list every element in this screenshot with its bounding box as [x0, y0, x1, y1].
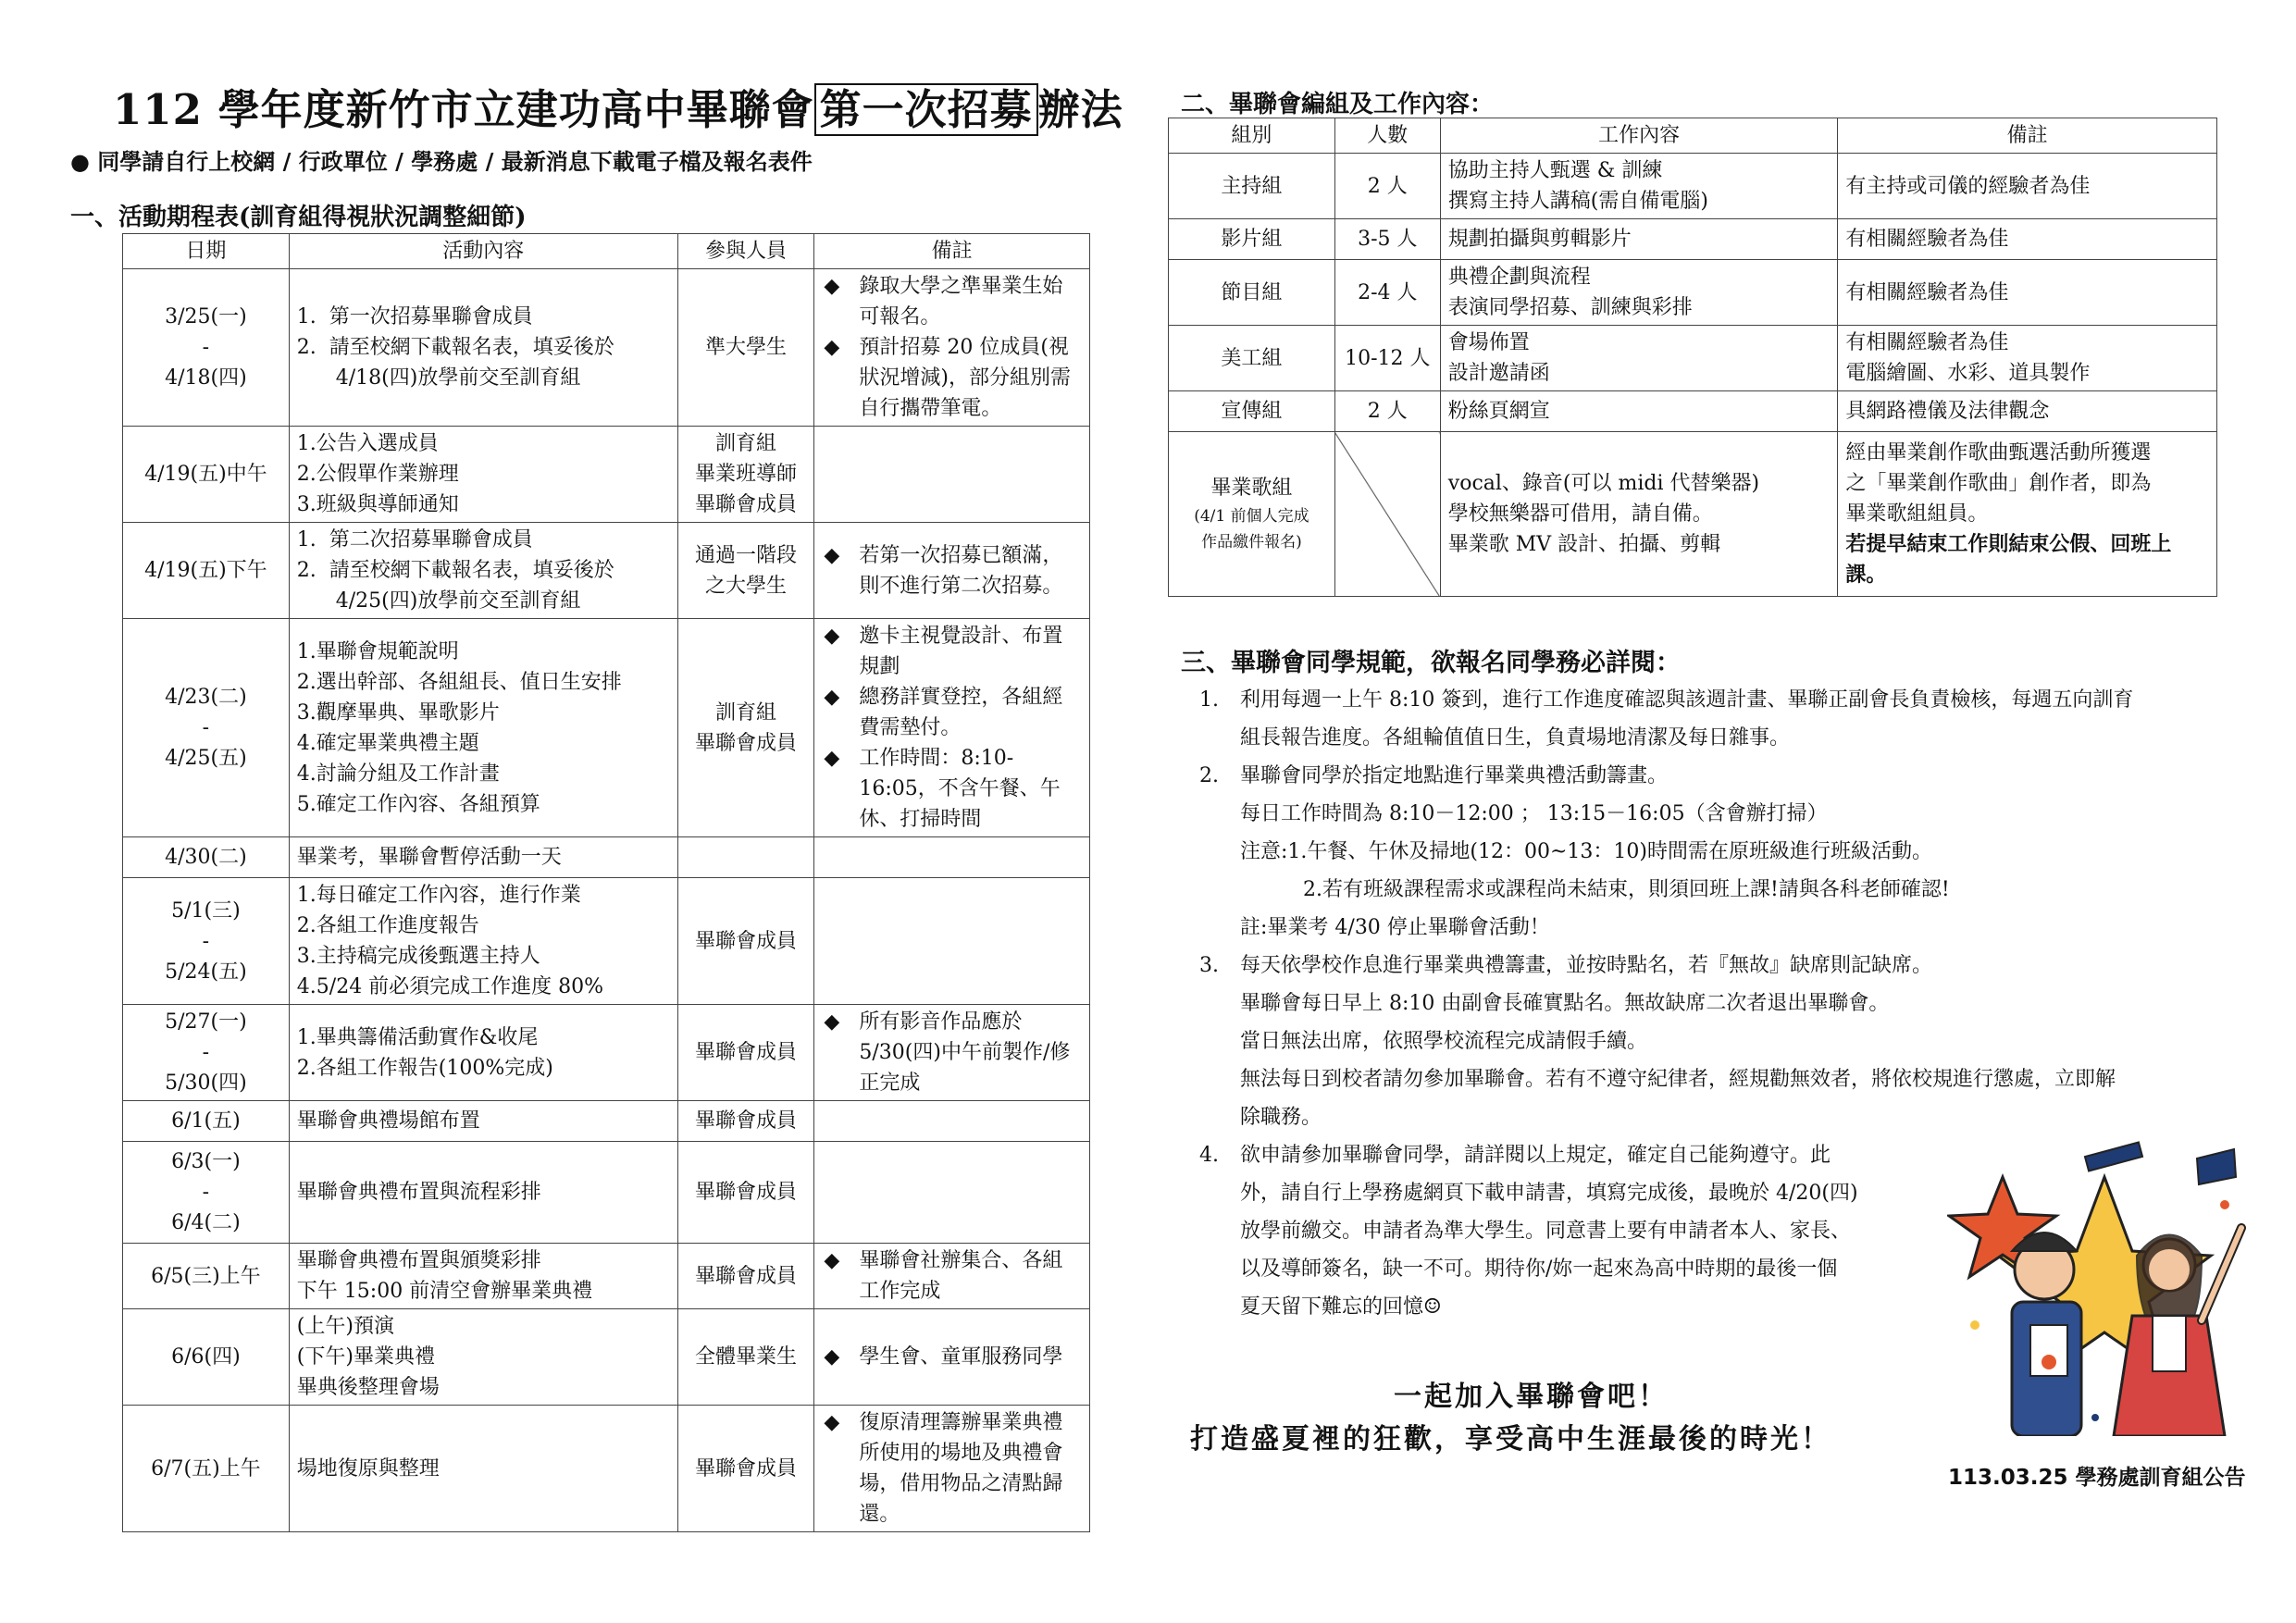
schedule-content-line: 畢聯會典禮布置與頒獎彩排: [296, 1249, 541, 1272]
schedule-content: [289, 619, 677, 837]
schedule-content: [289, 1309, 677, 1406]
group-work-line: 規劃拍攝與剪輯影片: [1447, 228, 1632, 251]
schedule-date: 5/27(一) - 5/30(四): [123, 1005, 290, 1101]
schedule-content-line: 1. 第一次招募畢聯會成員: [296, 305, 533, 328]
group-count: 3-5 人: [1334, 219, 1440, 260]
schedule-date: 4/30(二): [123, 837, 290, 878]
schedule-content-line: 1.每日確定工作內容，進行作業: [296, 884, 581, 907]
rule-line: 無法每日到校者請勿參加畢聯會。若有不遵守紀律者，經規勸無效者，將依校規進行懲處，立即解: [1240, 1068, 2116, 1091]
schedule-people: 全體畢業生: [677, 1309, 814, 1406]
schedule-content-line: 3.班級與導師通知: [296, 493, 459, 516]
title-boxed-text: 第一次招募: [814, 83, 1038, 136]
schedule-content: [289, 1142, 677, 1244]
schedule-content-line: 1. 第二次招募畢聯會成員: [296, 528, 533, 551]
schedule-note-item: ◆ 預計招募 20 位成員(視狀況增減)，部分組別需自行攜帶筆電。: [822, 332, 1082, 424]
rule-line: 註:畢業考 4/30 停止畢聯會活動！: [1240, 916, 1550, 939]
schedule-header-people: 參與人員: [677, 234, 814, 269]
group-note: [1838, 219, 2217, 260]
schedule-row: [123, 269, 1090, 427]
section2-heading: 二、畢聯會編組及工作內容：: [1181, 91, 1495, 118]
schedule-date: 6/3(一) - 6/4(二): [123, 1142, 290, 1244]
groups-row: [1169, 432, 2217, 597]
page-title: 112 學年度新竹市立建功高中畢聯會 第一次招募 辦法: [113, 85, 1123, 134]
rule-line: 利用每週一上午 8:10 簽到，進行工作進度確認與該週計畫、畢聯正副會長負責檢核，每週五向訓育: [1240, 688, 2134, 712]
schedule-people: 畢聯會成員: [677, 1101, 814, 1142]
group-note: [1838, 260, 2217, 326]
schedule-date: 6/1(五): [123, 1101, 290, 1142]
group-name-text: 美工組: [1221, 346, 1283, 370]
group-name: [1169, 326, 1335, 391]
graduation-celebration-illustration: [1947, 1140, 2253, 1436]
rule-line: 畢聯會每日早上 8:10 由副會長確實點名。無故缺席二次者退出畢聯會。: [1240, 992, 1890, 1015]
rule-line: 畢聯會同學於指定地點進行畢業典禮活動籌畫。: [1240, 764, 1669, 787]
rule-item: [1199, 681, 2245, 757]
group-work: [1440, 391, 1838, 432]
schedule-notes: [814, 1101, 1090, 1142]
schedule-notes: [814, 269, 1090, 427]
schedule-content-line: 2.選出幹部、各組組長、值日生安排: [296, 670, 622, 694]
schedule-content: [289, 427, 677, 523]
schedule-content: [289, 1101, 677, 1142]
schedule-notes: [814, 619, 1090, 837]
schedule-row: [123, 1101, 1090, 1142]
schedule-content: [289, 1005, 677, 1101]
rule-line: 除職務。: [1240, 1106, 1322, 1129]
groups-row: [1169, 154, 2217, 219]
schedule-notes: [814, 1406, 1090, 1532]
rule-line: 欲申請參加畢聯會同學，請詳閱以上規定，確定自己能夠遵守。此: [1240, 1144, 1831, 1167]
schedule-content: [289, 1244, 677, 1309]
groups-row: [1169, 219, 2217, 260]
schedule-note-item: ◆ 復原清理籌辦畢業典禮所使用的場地及典禮會場，借用物品之清點歸還。: [822, 1407, 1082, 1530]
groups-header-work: 工作內容: [1440, 118, 1838, 154]
schedule-row: [123, 523, 1090, 619]
group-name: [1169, 219, 1335, 260]
group-name: [1169, 391, 1335, 432]
schedule-note-item: ◆ 若第一次招募已額滿，則不進行第二次招募。: [822, 540, 1082, 601]
groups-header-note: 備註: [1838, 118, 2217, 154]
group-work-line: 表演同學招募、訓練與彩排: [1447, 296, 1693, 319]
group-note-line: 具網路禮儀及法律觀念: [1845, 400, 2050, 423]
groups-header-count: 人數: [1334, 118, 1440, 154]
group-note-line: 有相關經驗者為佳: [1845, 228, 2009, 251]
schedule-header-date: 日期: [123, 234, 290, 269]
group-note: [1838, 432, 2217, 597]
schedule-content-line: 4.討論分組及工作計畫: [296, 762, 500, 786]
groups-row: [1169, 260, 2217, 326]
rule-line: 夏天留下難忘的回憶☺: [1240, 1295, 1442, 1319]
schedule-people: [677, 837, 814, 878]
schedule-row: [123, 1406, 1090, 1532]
schedule-row: [123, 619, 1090, 837]
schedule-note-item: ◆ 錄取大學之準畢業生始可報名。: [822, 271, 1082, 332]
group-note: [1838, 326, 2217, 391]
group-name-text: 宣傳組: [1221, 400, 1283, 423]
group-note-line: 經由畢業創作歌曲甄選活動所獲選: [1845, 441, 2152, 465]
schedule-people: 準大學生: [677, 269, 814, 427]
schedule-row: [123, 1142, 1090, 1244]
rule-number: 4.: [1199, 1144, 1219, 1167]
schedule-content-line: 2. 請至校網下載報名表，填妥後於: [296, 336, 614, 359]
schedule-people: 畢聯會成員: [677, 1244, 814, 1309]
rule-line: 以及導師簽名，缺一不可。期待你/妳一起來為高中時期的最後一個: [1240, 1258, 1838, 1281]
schedule-content-line: 4/25(四)放學前交至訓育組: [296, 589, 581, 613]
schedule-content-line: 1.畢聯會規範說明: [296, 639, 459, 663]
schedule-content-line: 1.公告入選成員: [296, 432, 439, 455]
group-count: 2 人: [1334, 154, 1440, 219]
schedule-date: 4/23(二) - 4/25(五): [123, 619, 290, 837]
group-work-line: 學校無樂器可借用，請自備。: [1447, 502, 1713, 526]
group-work-line: 會場佈置: [1447, 331, 1530, 354]
rule-line: 每天依學校作息進行畢業典禮籌畫，並按時點名，若『無故』缺席則記缺席。: [1240, 954, 1933, 977]
rule-item: [1199, 947, 2245, 1136]
schedule-row: [123, 1244, 1090, 1309]
group-count: 2-4 人: [1334, 260, 1440, 326]
schedule-notes: [814, 427, 1090, 523]
schedule-content-line: 場地復原與整理: [296, 1456, 440, 1481]
schedule-row: [123, 1309, 1090, 1406]
schedule-note-item: ◆ 工作時間：8:10-16:05，不含午餐、午休、打掃時間: [822, 743, 1082, 835]
schedule-content-line: 畢聯會典禮布置與流程彩排: [296, 1181, 541, 1204]
schedule-content-line: 4.確定畢業典禮主題: [296, 731, 479, 755]
schedule-content-line: (下午)畢業典禮: [296, 1345, 435, 1369]
schedule-date: 4/19(五)下午: [123, 523, 290, 619]
rule-line: 2.若有班級課程需求或課程尚未結束，則須回班上課!請與各科老師確認!: [1303, 878, 1950, 901]
group-note-emphasis: 若提早結束工作則結束公假、回班上課。: [1845, 532, 2172, 587]
schedule-note-item: ◆ 畢聯會社辦集合、各組工作完成: [822, 1245, 1082, 1307]
schedule-content-line: 4/18(四)放學前交至訓育組: [296, 366, 581, 390]
group-work-line: 協助主持人甄選 & 訓練: [1447, 159, 1663, 182]
group-name-text: 主持組: [1221, 174, 1283, 198]
schedule-content-line: 4.5/24 前必須完成工作進度 80%: [296, 975, 604, 998]
rule-line: 每日工作時間為 8:10－12:00 ； 13:15－16:05（含會辦打掃）: [1240, 802, 1828, 825]
group-name: [1169, 432, 1335, 597]
schedule-notes: [814, 1142, 1090, 1244]
schedule-note-item: ◆ 學生會、童軍服務同學: [822, 1342, 1082, 1372]
group-count: 10-12 人: [1334, 326, 1440, 391]
schedule-content-line: 下午 15:00 前清空會辦畢業典禮: [296, 1280, 593, 1303]
schedule-row: [123, 1005, 1090, 1101]
group-note: [1838, 154, 2217, 219]
rule-number: 1.: [1199, 688, 1219, 712]
schedule-notes: [814, 837, 1090, 878]
rule-line: 注意:1.午餐、午休及掃地(12：00~13：10)時間需在原班級進行班級活動。: [1240, 840, 1932, 863]
group-note-line: 有相關經驗者為佳: [1845, 280, 2009, 304]
schedule-content-line: 5.確定工作內容、各組預算: [296, 792, 540, 816]
group-name-text: 畢業歌組: [1210, 477, 1293, 500]
schedule-date: 5/1(三) - 5/24(五): [123, 878, 290, 1005]
schedule-content-line: 畢典後整理會場: [296, 1376, 440, 1399]
schedule-content-line: 3.主持稿完成後甄選主持人: [296, 945, 540, 968]
schedule-date: 6/7(五)上午: [123, 1406, 290, 1532]
schedule-row: [123, 427, 1090, 523]
schedule-note-item: ◆ 邀卡主視覺設計、布置規劃: [822, 621, 1082, 682]
schedule-content: [289, 1406, 677, 1532]
schedule-date: 6/5(三)上午: [123, 1244, 290, 1309]
schedule-row: [123, 878, 1090, 1005]
group-note-line: 電腦繪圖、水彩、道具製作: [1845, 362, 2091, 385]
schedule-content-line: 2.各組工作進度報告: [296, 914, 479, 937]
rule-line: 當日無法出席，依照學校流程完成請假手續。: [1240, 1030, 1648, 1053]
schedule-people: 通過一階段 之大學生: [677, 523, 814, 619]
rule-line: 放學前繳交。申請者為準大學生。同意書上要有申請者本人、家長、: [1240, 1220, 1852, 1243]
group-work-line: vocal、錄音(可以 midi 代替樂器): [1447, 472, 1760, 495]
schedule-people: 畢聯會成員: [677, 878, 814, 1005]
schedule-notes: [814, 878, 1090, 1005]
schedule-note-item: ◆ 所有影音作品應於 5/30(四)中午前製作/修正完成: [822, 1007, 1082, 1098]
schedule-row: [123, 837, 1090, 878]
group-work: [1440, 219, 1838, 260]
group-work-line: 畢業歌 MV 設計、拍攝、剪輯: [1447, 533, 1721, 556]
section1-heading: 一、活動期程表(訓育組得視狀況調整細節): [70, 204, 527, 231]
download-notice: ● 同學請自行上校網 / 行政單位 / 學務處 / 最新消息下載電子檔及報名表件: [70, 148, 813, 175]
schedule-content-line: 2. 請至校網下載報名表，填妥後於: [296, 559, 614, 582]
group-work-line: 粉絲頁網宣: [1447, 400, 1550, 423]
schedule-people: 畢聯會成員: [677, 1406, 814, 1532]
group-name: [1169, 154, 1335, 219]
schedule-people: 訓育組 畢業班導師 畢聯會成員: [677, 427, 814, 523]
schedule-date: 4/19(五)中午: [123, 427, 290, 523]
group-work: [1440, 260, 1838, 326]
group-name-text: 節目組: [1221, 280, 1283, 304]
schedule-content-line: 3.觀摩畢典、畢歌影片: [296, 700, 500, 725]
group-subnote: (4/1 前個人完成 作品繳件報名): [1194, 507, 1309, 551]
rule-number: 3.: [1199, 954, 1219, 977]
schedule-header-notes: 備註: [814, 234, 1090, 269]
schedule-content-line: (上午)預演: [296, 1315, 394, 1338]
slogan-line2: 打造盛夏裡的狂歡，享受高中生涯最後的時光！: [1190, 1423, 1831, 1456]
schedule-table: [122, 233, 1090, 1532]
slogan-line1: 一起加入畢聯會吧！: [1394, 1381, 1669, 1413]
schedule-notes: [814, 1005, 1090, 1101]
groups-row: [1169, 391, 2217, 432]
group-note-line: 有相關經驗者為佳: [1845, 331, 2009, 354]
group-work-line: 典禮企劃與流程: [1447, 266, 1591, 289]
section3-heading: 三、畢聯會同學規範，欲報名同學務必詳閱：: [1181, 649, 1681, 677]
schedule-date: 6/6(四): [123, 1309, 290, 1406]
groups-header-group: 組別: [1169, 118, 1335, 154]
rule-line: 組長報告進度。各組輪值值日生，負責場地清潔及每日雜事。: [1240, 726, 1791, 750]
group-work: [1440, 326, 1838, 391]
schedule-note-item: ◆ 總務詳實登控，各組經費需墊付。: [822, 682, 1082, 743]
announcement-signature: 113.03.25 學務處訓育組公告: [1948, 1466, 2246, 1490]
group-work: [1440, 154, 1838, 219]
schedule-content: [289, 523, 677, 619]
schedule-content: [289, 878, 677, 1005]
group-work-line: 設計邀請函: [1447, 362, 1550, 385]
group-note: [1838, 391, 2217, 432]
group-note-line: 有主持或司儀的經驗者為佳: [1845, 174, 2091, 198]
schedule-notes: [814, 1244, 1090, 1309]
schedule-content: [289, 269, 677, 427]
group-work: [1440, 432, 1838, 597]
rule-item: [1199, 757, 2245, 947]
group-name: [1169, 260, 1335, 326]
schedule-content-line: 2.公假單作業辦理: [296, 463, 459, 486]
schedule-content-line: 畢業考，畢聯會暫停活動一天: [296, 846, 562, 869]
schedule-people: 畢聯會成員: [677, 1005, 814, 1101]
group-note-line: 之「畢業創作歌曲」創作者，即為: [1845, 472, 2152, 495]
schedule-content-line: 畢聯會典禮場館布置: [296, 1109, 480, 1133]
schedule-content: [289, 837, 677, 878]
group-note-line: 畢業歌組組員。: [1845, 502, 1989, 526]
group-count: [1334, 432, 1440, 597]
rule-number: 2.: [1199, 764, 1219, 787]
schedule-date: 3/25(一) - 4/18(四): [123, 269, 290, 427]
schedule-header-content: 活動內容: [289, 234, 677, 269]
groups-table: [1168, 118, 2217, 597]
schedule-people: 訓育組 畢聯會成員: [677, 619, 814, 837]
rule-line: 外，請自行上學務處網頁下載申請書，填寫完成後，最晚於 4/20(四): [1240, 1182, 1858, 1205]
group-name-text: 影片組: [1221, 228, 1283, 251]
schedule-content-line: 2.各組工作報告(100%完成): [296, 1056, 553, 1080]
group-count: 2 人: [1334, 391, 1440, 432]
group-work-line: 撰寫主持人講稿(需自備電腦): [1447, 190, 1708, 213]
schedule-people: 畢聯會成員: [677, 1142, 814, 1244]
schedule-notes: [814, 1309, 1090, 1406]
groups-row: [1169, 326, 2217, 391]
schedule-notes: [814, 523, 1090, 619]
schedule-content-line: 1.畢典籌備活動實作&收尾: [296, 1025, 539, 1049]
